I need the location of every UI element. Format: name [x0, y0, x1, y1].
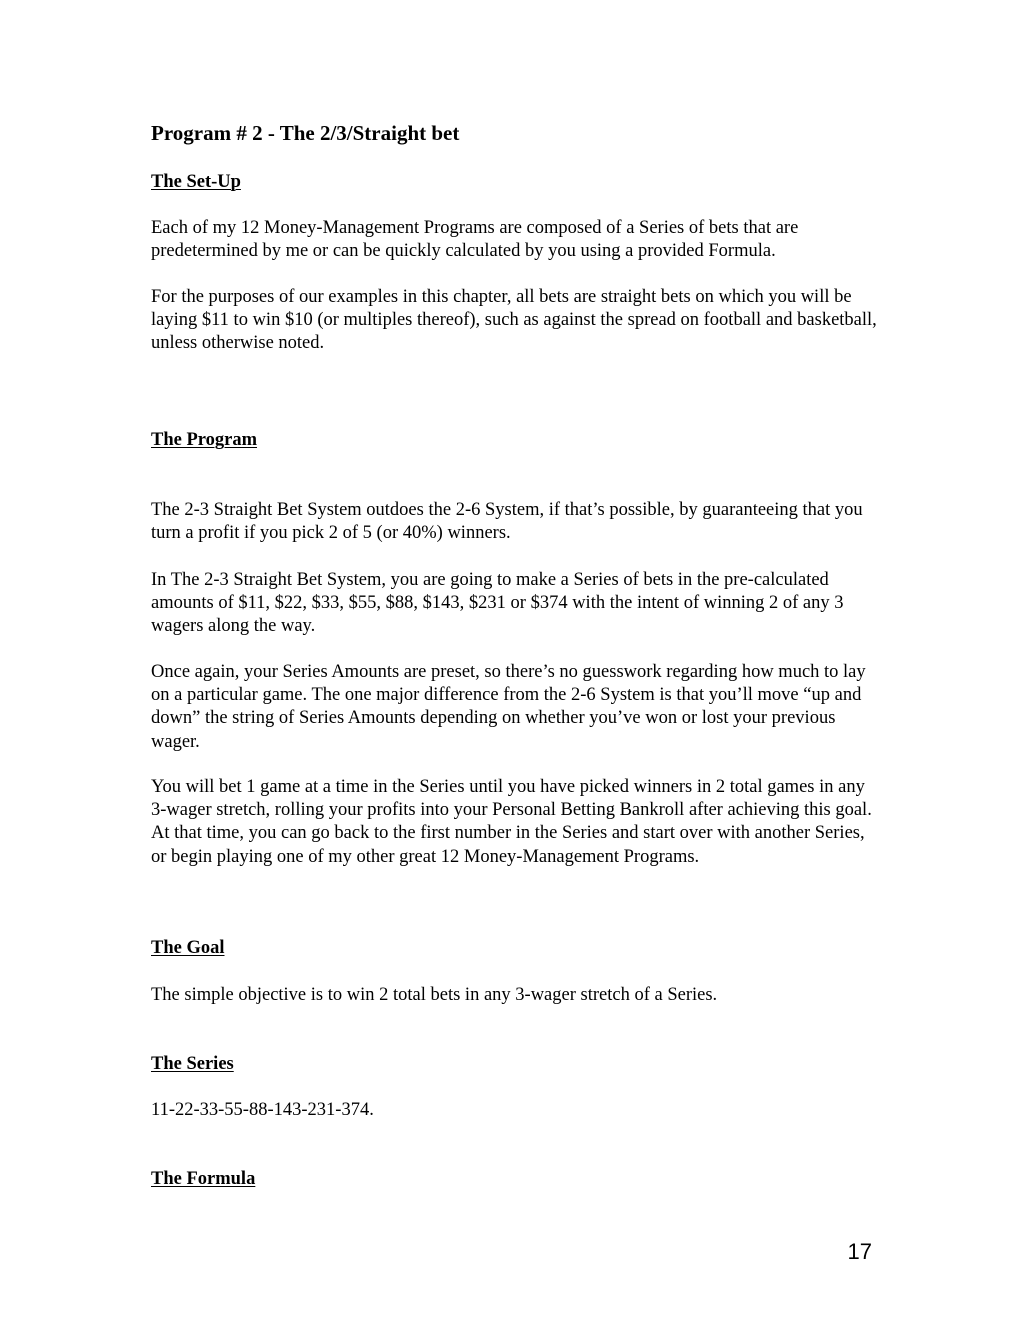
paragraph-series-1: 11-22-33-55-88-143-231-374.	[151, 1100, 374, 1120]
page-title: Program # 2 - The 2/3/Straight bet	[151, 121, 460, 145]
heading-goal: The Goal	[151, 938, 225, 958]
paragraph-setup-1: Each of my 12 Money-Management Programs are composed of a Series of bets that are predetermined by me or can be quickly calculated by you using a provided Formula.	[151, 218, 799, 262]
paragraph-setup-2: For the purposes of our examples in this chapter, all bets are straight bets on which you will be laying $11 to win $10 (or multiples thereof), such as against the spread on football and basketball, unless otherwise noted.	[151, 287, 877, 354]
heading-setup: The Set-Up	[151, 172, 241, 192]
heading-program: The Program	[151, 430, 258, 450]
paragraph-program-3: Once again, your Series Amounts are preset, so there’s no guesswork regarding how much to lay on a particular game. The one major difference from the 2-6 System is that you’ll move “up and down” the string of Series Amounts depending on whether you’ve won or lost your previous wager.	[151, 662, 866, 752]
heading-series: The Series	[151, 1054, 234, 1074]
page-number: 17	[847, 1239, 872, 1264]
paragraph-program-1: The 2-3 Straight Bet System outdoes the 2-6 System, if that’s possible, by guaranteeing that you turn a profit if you pick 2 of 5 (or 40%) winners.	[151, 500, 863, 544]
paragraph-program-4: You will bet 1 game at a time in the Series until you have picked winners in 2 total games in any 3-wager stretch, rolling your profits into your Personal Betting Bankroll after achieving this goal. At that time, you can go back to the first number in the Series and start over with another Series, or begin playing one of my other great 12 Money-Management Programs.	[151, 777, 872, 867]
heading-formula: The Formula	[151, 1169, 256, 1189]
paragraph-goal-1: The simple objective is to win 2 total bets in any 3-wager stretch of a Series.	[151, 985, 718, 1005]
paragraph-program-2: In The 2-3 Straight Bet System, you are going to make a Series of bets in the pre-calculated amounts of $11, $22, $33, $55, $88, $143, $231 or $374 with the intent of winning 2 of any 3 wagers along the way.	[151, 570, 844, 637]
